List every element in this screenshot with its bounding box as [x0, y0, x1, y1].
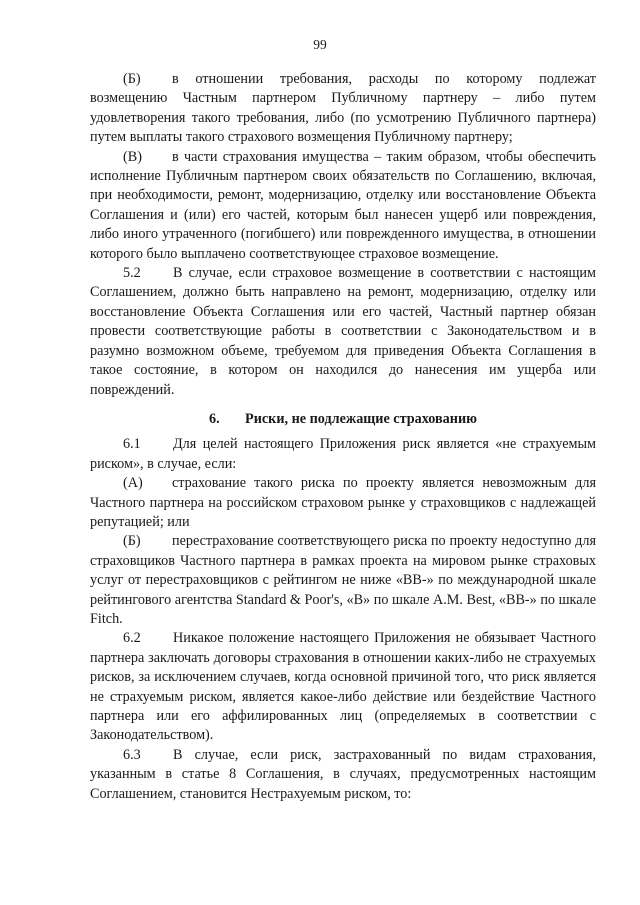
paragraph-b-top: [90, 70, 596, 148]
item-text: в отношении требования, расходы по которому подлежат возмещению Частным партнером Публичному партнеру – либо путем удовлетворения такого требования, либо (по усмотрению Публичного партнера) путем выплаты такого страхового возмещения Публичному партнеру;: [90, 71, 596, 146]
page-number: 99: [313, 37, 327, 52]
clause-text: Для целей настоящего Приложения риск является «не страхуемым риском», в случае, если:: [90, 436, 596, 472]
paragraph-6-1: [90, 435, 596, 474]
item-text: страхование такого риска по проекту является невозможным для Частного партнера на российском страховом рынке у страховщиков с надлежащей репутацией; или: [90, 475, 596, 530]
paragraph-6-2: [90, 629, 596, 745]
paragraph-6-3: [90, 746, 596, 804]
paragraph-5-2: [90, 264, 596, 400]
clause-number: 6.1: [123, 436, 141, 453]
item-text: в части страхования имущества – таким образом, чтобы обеспечить исполнение Публичным партнером своих обязательств по Соглашению, включая, при необходимости, ремонт, модернизацию, отделку или восстановление Объекта Соглашения и (или) его частей, которым был нанесен ущерб или повреждения, либо иного утраченного (погибшего) или поврежденного имущества, в отношении которого было выплачено соответствующее страховое возмещение.: [90, 148, 596, 262]
item-label: (В): [123, 148, 142, 165]
paragraph-a: [90, 474, 596, 532]
section-title: Риски, не подлежащие страхованию: [245, 410, 477, 427]
clause-number: 6.2: [123, 630, 141, 647]
section-heading: [90, 410, 596, 429]
item-text: перестрахование соответствующего риска по проекту недоступно для страховщиков Частного партнера в рамках проекта на мировом рынке страховых услуг от перестраховщиков с рейтингом не ниже «BB-» по международной шкале рейтингового агентства Standard & Poor's, «B» по шкале A.M. Best, «BB-» по шкале Fitch.: [90, 533, 596, 627]
paragraph-v-top: [90, 148, 596, 264]
paragraph-b-bottom: [90, 532, 596, 629]
clause-number: 6.3: [123, 746, 141, 763]
clause-text: В случае, если риск, застрахованный по видам страхования, указанным в статье 8 Соглашения, в случаях, предусмотренных настоящим Соглашением, становится Нестрахуемым риском, то:: [90, 746, 596, 802]
item-label: (Б): [123, 71, 141, 87]
document-body: [90, 70, 596, 804]
clause-text: Никакое положение настоящего Приложения не обязывает Частного партнера заключать договоры страхования в отношении каких-либо не страхуемых рисков, за исключением случаев, когда основной причиной того, что риск является не страхуемым риском, является какое-либо действие или бездействие Частного партнера или его аффилированных лиц (определяемых в соответствии с Законодательством).: [90, 630, 596, 744]
section-number: 6.: [209, 410, 220, 427]
item-label: (А): [123, 475, 143, 492]
clause-text: В случае, если страховое возмещение в соответствии с настоящим Соглашением, должно быть направлено на ремонт, модернизацию, отделку или восстановление Объекта Соглашения или его частей, Частный партнер обязан провести соответствующие работы в соответствии с Законодательством и в разумно возможном объеме, требуемом для приведения Объекта Соглашения в такое состояние, в котором он находился до нанесения им ущерба или повреждений.: [90, 265, 596, 398]
item-label: (Б): [123, 533, 141, 550]
clause-number: 5.2: [123, 265, 141, 282]
